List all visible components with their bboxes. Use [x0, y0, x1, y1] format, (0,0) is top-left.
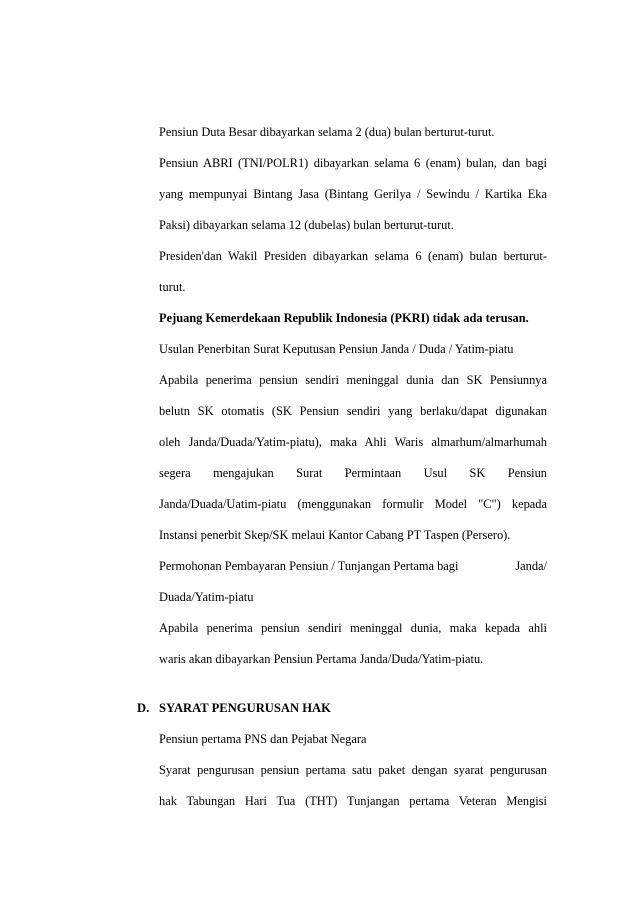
- text-line: Usulan Penerbitan Surat Keputusan Pensiun Janda / Duda / Yatim-piatu: [159, 342, 514, 356]
- text-line: waris akan dibayarkan Pensiun Pertama Janda/Duda/Yatim-piatu.: [159, 652, 484, 666]
- text-line: belutn SK otomatis (SK Pensiun sendiri yang berlaku/dapat digunakan: [159, 404, 547, 418]
- text-line: Syarat pengurusan pensiun pertama satu paket dengan syarat pengurusan: [159, 763, 547, 777]
- text-line-split: [159, 558, 547, 574]
- text-line: Apabila penerima pensiun sendiri meninggal dunia, maka kepada ahli: [159, 621, 547, 635]
- section-letter: D.: [137, 701, 150, 715]
- text-line: Paksi) dibayarkan selama 12 (dubelas) bulan berturut-turut.: [159, 218, 454, 232]
- section-title: SYARAT PENGURUSAN HAK: [159, 701, 331, 715]
- section-heading: [137, 700, 331, 716]
- text-line: yang mempunyai Bintang Jasa (Bintang Gerilya / Sewindu / Kartika Eka: [159, 187, 547, 201]
- text-line: Apabila penerima pensiun sendiri meninggal dunia dan SK Pensiunnya: [159, 373, 547, 387]
- text-line: Instansi penerbit Skep/SK melaui Kantor Cabang PT Taspen (Persero).: [159, 528, 511, 542]
- text-line: Pensiun Duta Besar dibayarkan selama 2 (dua) bulan berturut-turut.: [159, 125, 495, 139]
- text-line: Pensiun pertama PNS dan Pejabat Negara: [159, 732, 367, 746]
- text-line: Janda/Duada/Uatim-piatu (menggunakan formulir Model "C") kepada: [159, 497, 547, 511]
- text-line-bold: Pejuang Kemerdekaan Republik Indonesia (PKRI) tidak ada terusan.: [159, 311, 529, 325]
- text-line: segera mengajukan Surat Permintaan Usul SK Pensiun: [159, 466, 547, 480]
- text-line: Presiden'dan Wakil Presiden dibayarkan selama 6 (enam) bulan berturut-: [159, 249, 547, 263]
- text-line: oleh Janda/Duada/Yatim-piatu), maka Ahli Waris almarhum/almarhumah: [159, 435, 547, 449]
- text-line: turut.: [159, 280, 186, 294]
- text-line: Pensiun ABRI (TNI/POLR1) dibayarkan selama 6 (enam) bulan, dan bagi: [159, 156, 547, 170]
- text-segment-right: Janda/: [515, 559, 547, 573]
- text-line: hak Tabungan Hari Tua (THT) Tunjangan pertama Veteran Mengisi: [159, 794, 547, 808]
- text-line: Duada/Yatim-piatu: [159, 590, 254, 604]
- text-segment: Permohonan Pembayaran Pensiun / Tunjangan Pertama bagi: [159, 559, 459, 573]
